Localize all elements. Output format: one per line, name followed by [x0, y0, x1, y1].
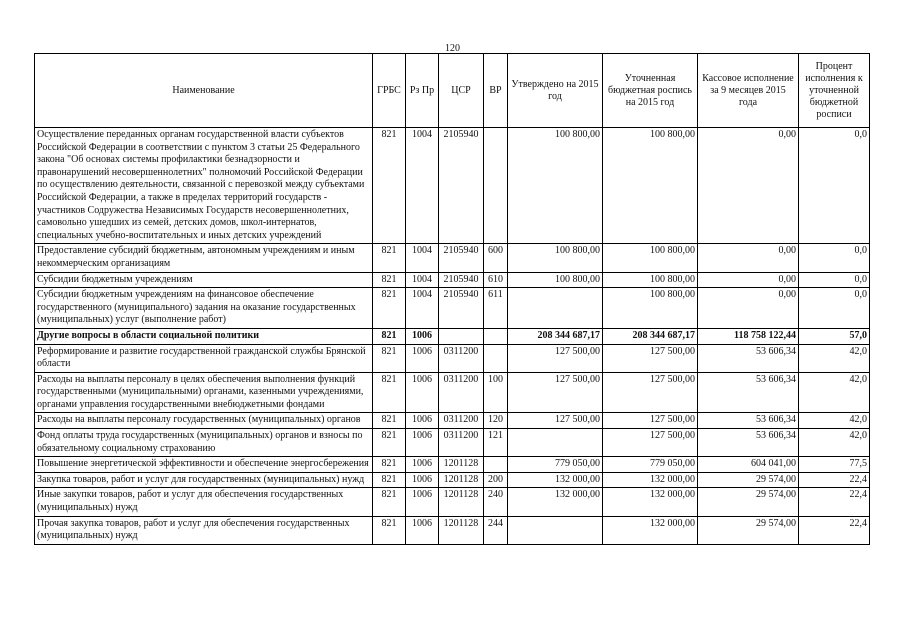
- cell-vr: 120: [484, 413, 508, 429]
- cell-name: Субсидии бюджетным учреждениям: [35, 272, 373, 288]
- table-row: [35, 344, 870, 372]
- cell-vr: 610: [484, 272, 508, 288]
- cell-rz-pr: 1006: [406, 413, 439, 429]
- cell-name: Расходы на выплаты персоналу в целях обеспечения выполнения функций государственными (муниципальными) органами, казенными учреждениями, органами управления государственными внебюджетными фондами: [35, 372, 373, 413]
- cell-percent: 0,0: [799, 128, 870, 244]
- cell-vr: 200: [484, 472, 508, 488]
- cell-csr: 2105940: [439, 244, 484, 272]
- cell-revised: 127 500,00: [603, 372, 698, 413]
- table-row: [35, 488, 870, 516]
- cell-percent: 0,0: [799, 272, 870, 288]
- cell-cash: 118 758 122,44: [698, 328, 799, 344]
- cell-grbs: 821: [373, 128, 406, 244]
- header-approved: Утверждено на 2015 год: [508, 54, 603, 128]
- cell-revised: 100 800,00: [603, 272, 698, 288]
- cell-name: Прочая закупка товаров, работ и услуг для обеспечения государственных (муниципальных) нужд: [35, 516, 373, 544]
- cell-name: Закупка товаров, работ и услуг для государственных (муниципальных) нужд: [35, 472, 373, 488]
- cell-csr: 0311200: [439, 344, 484, 372]
- cell-approved: 132 000,00: [508, 488, 603, 516]
- page-number: 120: [445, 43, 460, 54]
- cell-grbs: 821: [373, 372, 406, 413]
- table-row: [35, 472, 870, 488]
- table-row: [35, 272, 870, 288]
- cell-rz-pr: 1006: [406, 344, 439, 372]
- cell-revised: 132 000,00: [603, 488, 698, 516]
- table-row: [35, 457, 870, 473]
- cell-cash: 29 574,00: [698, 516, 799, 544]
- header-csr: ЦСР: [439, 54, 484, 128]
- cell-rz-pr: 1004: [406, 244, 439, 272]
- cell-percent: 22,4: [799, 516, 870, 544]
- cell-grbs: 821: [373, 328, 406, 344]
- cell-percent: 0,0: [799, 288, 870, 329]
- cell-approved: 100 800,00: [508, 128, 603, 244]
- cell-vr: [484, 457, 508, 473]
- cell-cash: 0,00: [698, 288, 799, 329]
- cell-name: Повышение энергетической эффективности и обеспечение энергосбережения: [35, 457, 373, 473]
- table-header-row: [35, 54, 870, 128]
- cell-cash: 53 606,34: [698, 344, 799, 372]
- table-row: [35, 429, 870, 457]
- cell-csr: 1201128: [439, 472, 484, 488]
- cell-rz-pr: 1004: [406, 288, 439, 329]
- cell-grbs: 821: [373, 288, 406, 329]
- cell-revised: 127 500,00: [603, 344, 698, 372]
- cell-csr: 0311200: [439, 372, 484, 413]
- cell-csr: 2105940: [439, 128, 484, 244]
- cell-grbs: 821: [373, 516, 406, 544]
- header-vr: ВР: [484, 54, 508, 128]
- table-row: [35, 413, 870, 429]
- cell-revised: 127 500,00: [603, 429, 698, 457]
- cell-cash: 0,00: [698, 272, 799, 288]
- cell-cash: 29 574,00: [698, 488, 799, 516]
- cell-csr: 0311200: [439, 429, 484, 457]
- cell-approved: 100 800,00: [508, 244, 603, 272]
- cell-csr: 0311200: [439, 413, 484, 429]
- cell-percent: 42,0: [799, 413, 870, 429]
- cell-revised: 127 500,00: [603, 413, 698, 429]
- cell-grbs: 821: [373, 272, 406, 288]
- table-row: [35, 516, 870, 544]
- cell-cash: 604 041,00: [698, 457, 799, 473]
- cell-approved: 127 500,00: [508, 344, 603, 372]
- cell-vr: 240: [484, 488, 508, 516]
- table-row: [35, 244, 870, 272]
- cell-revised: 208 344 687,17: [603, 328, 698, 344]
- budget-table: [34, 53, 870, 545]
- cell-cash: 0,00: [698, 128, 799, 244]
- cell-name: Предоставление субсидий бюджетным, автономным учреждениям и иным некоммерческим организациям: [35, 244, 373, 272]
- cell-vr: [484, 128, 508, 244]
- cell-revised: 779 050,00: [603, 457, 698, 473]
- header-grbs: ГРБС: [373, 54, 406, 128]
- cell-percent: 42,0: [799, 372, 870, 413]
- cell-approved: [508, 288, 603, 329]
- cell-rz-pr: 1004: [406, 128, 439, 244]
- cell-approved: 779 050,00: [508, 457, 603, 473]
- cell-csr: 1201128: [439, 516, 484, 544]
- cell-cash: 29 574,00: [698, 472, 799, 488]
- cell-vr: [484, 328, 508, 344]
- cell-rz-pr: 1006: [406, 328, 439, 344]
- cell-csr: 1201128: [439, 488, 484, 516]
- cell-grbs: 821: [373, 429, 406, 457]
- cell-vr: 121: [484, 429, 508, 457]
- cell-name: Иные закупки товаров, работ и услуг для обеспечения государственных (муниципальных) нужд: [35, 488, 373, 516]
- cell-rz-pr: 1006: [406, 472, 439, 488]
- cell-approved: 132 000,00: [508, 472, 603, 488]
- cell-approved: 127 500,00: [508, 413, 603, 429]
- cell-grbs: 821: [373, 244, 406, 272]
- cell-approved: 100 800,00: [508, 272, 603, 288]
- cell-revised: 100 800,00: [603, 244, 698, 272]
- cell-csr: [439, 328, 484, 344]
- cell-csr: 2105940: [439, 288, 484, 329]
- cell-percent: 77,5: [799, 457, 870, 473]
- cell-vr: [484, 344, 508, 372]
- header-name: Наименование: [35, 54, 373, 128]
- cell-grbs: 821: [373, 457, 406, 473]
- cell-approved: 208 344 687,17: [508, 328, 603, 344]
- cell-csr: 1201128: [439, 457, 484, 473]
- cell-percent: 42,0: [799, 344, 870, 372]
- cell-approved: [508, 516, 603, 544]
- cell-name: Реформирование и развитие государственной гражданской службы Брянской области: [35, 344, 373, 372]
- cell-name: Осуществление переданных органам государственной власти субъектов Российской Федерации в соответствии с пунктом 3 статьи 25 Федерального закона "Об основах системы профилактики безнадзорности и правонарушений несовершеннолетних" полномочий Российской Федерации по осуществлению деятельности, связанной с перевозкой между субъектами Российской Федерации, а также в пределах территорий государств - участников Содружества Независимых Государств несовершеннолетних, самовольно ушедших из семей, детских домов, школ-интернатов, специальных учебно-воспитательных и иных детских учреждений: [35, 128, 373, 244]
- table-row: [35, 372, 870, 413]
- table-row: [35, 288, 870, 329]
- cell-revised: 100 800,00: [603, 288, 698, 329]
- table-row: [35, 328, 870, 344]
- cell-percent: 57,0: [799, 328, 870, 344]
- cell-percent: 22,4: [799, 472, 870, 488]
- header-revised: Уточненная бюджетная роспись на 2015 год: [603, 54, 698, 128]
- cell-grbs: 821: [373, 344, 406, 372]
- cell-rz-pr: 1006: [406, 372, 439, 413]
- cell-grbs: 821: [373, 488, 406, 516]
- cell-rz-pr: 1006: [406, 457, 439, 473]
- cell-rz-pr: 1004: [406, 272, 439, 288]
- cell-cash: 0,00: [698, 244, 799, 272]
- cell-name: Субсидии бюджетным учреждениям на финансовое обеспечение государственного (муниципального) задания на оказание государственных (муниципальных) услуг (выполнение работ): [35, 288, 373, 329]
- cell-rz-pr: 1006: [406, 516, 439, 544]
- cell-revised: 100 800,00: [603, 128, 698, 244]
- table-row: [35, 128, 870, 244]
- cell-name: Другие вопросы в области социальной политики: [35, 328, 373, 344]
- cell-csr: 2105940: [439, 272, 484, 288]
- header-cash: Кассовое исполнение за 9 месяцев 2015 года: [698, 54, 799, 128]
- cell-vr: 100: [484, 372, 508, 413]
- cell-name: Фонд оплаты труда государственных (муниципальных) органов и взносы по обязательному социальному страхованию: [35, 429, 373, 457]
- cell-name: Расходы на выплаты персоналу государственных (муниципальных) органов: [35, 413, 373, 429]
- header-rz-pr: Рз Пр: [406, 54, 439, 128]
- cell-cash: 53 606,34: [698, 372, 799, 413]
- cell-grbs: 821: [373, 472, 406, 488]
- cell-vr: 244: [484, 516, 508, 544]
- cell-percent: 22,4: [799, 488, 870, 516]
- cell-approved: 127 500,00: [508, 372, 603, 413]
- cell-approved: [508, 429, 603, 457]
- cell-cash: 53 606,34: [698, 429, 799, 457]
- cell-percent: 42,0: [799, 429, 870, 457]
- table-body: [35, 128, 870, 545]
- cell-grbs: 821: [373, 413, 406, 429]
- cell-vr: 611: [484, 288, 508, 329]
- cell-rz-pr: 1006: [406, 488, 439, 516]
- header-percent: Процент исполнения к уточненной бюджетной росписи: [799, 54, 870, 128]
- cell-cash: 53 606,34: [698, 413, 799, 429]
- cell-vr: 600: [484, 244, 508, 272]
- cell-revised: 132 000,00: [603, 516, 698, 544]
- cell-revised: 132 000,00: [603, 472, 698, 488]
- cell-percent: 0,0: [799, 244, 870, 272]
- cell-rz-pr: 1006: [406, 429, 439, 457]
